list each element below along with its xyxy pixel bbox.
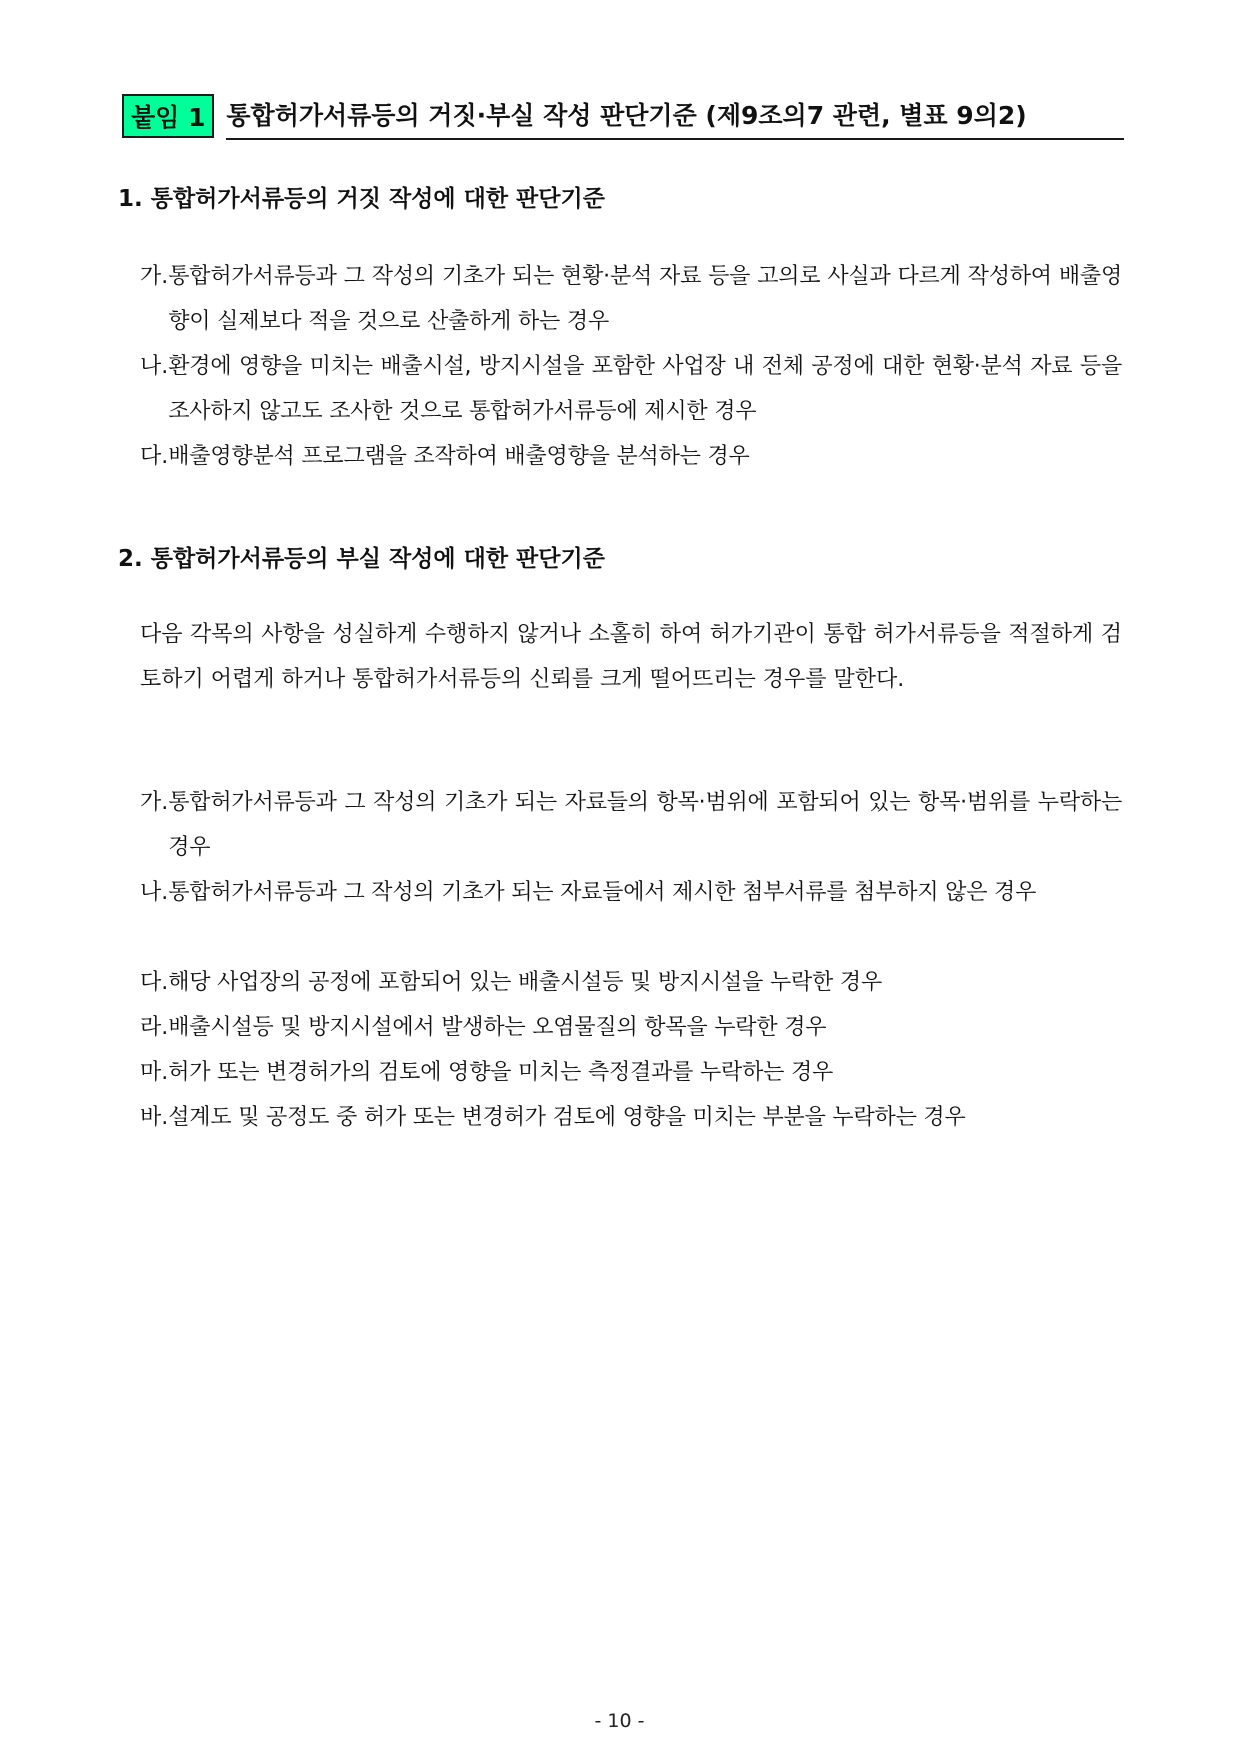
section-2-item-ba [140, 1095, 1122, 1140]
item-text: 통합허가서류등과 그 작성의 기초가 되는 자료들에서 제시한 첨부서류를 첨부하지 않은 경우 [168, 880, 1037, 905]
item-text: 허가 또는 변경허가의 검토에 영향을 미치는 측정결과를 누락하는 경우 [168, 1060, 834, 1085]
section-2-heading: 2. 통합허가서류등의 부실 작성에 대한 판단기준 [118, 546, 605, 572]
item-text: 배출영향분석 프로그램을 조작하여 배출영향을 분석하는 경우 [168, 444, 750, 469]
item-marker: 다. [140, 444, 169, 469]
item-marker: 바. [140, 1105, 169, 1130]
item-marker: 다. [140, 970, 169, 995]
section-1-item-na [140, 344, 1122, 434]
item-text: 설계도 및 공정도 중 허가 또는 변경허가 검토에 영향을 미치는 부분을 누락하는 경우 [168, 1105, 966, 1130]
item-marker: 마. [140, 1060, 169, 1085]
document-title-row [122, 94, 1124, 140]
section-2-item-da [140, 960, 1122, 1005]
item-marker: 라. [140, 1015, 169, 1040]
section-1-item-da [140, 434, 1122, 479]
item-marker: 가. [140, 264, 169, 289]
section-2-item-ra [140, 1005, 1122, 1050]
item-text: 환경에 영향을 미치는 배출시설, 방지시설을 포함한 사업장 내 전체 공정에 대한 현황·분석 자료 등을 조사하지 않고도 조사한 것으로 통합허가서류등에 제시한 경우 [168, 354, 1122, 424]
document-title: 통합허가서류등의 거짓·부실 작성 판단기준 (제9조의7 관련, 별표 9의2) [226, 94, 1124, 140]
item-marker: 나. [140, 354, 169, 379]
section-2-item-ma [140, 1050, 1122, 1095]
item-text: 해당 사업장의 공정에 포함되어 있는 배출시설등 및 방지시설을 누락한 경우 [168, 970, 883, 995]
item-text: 통합허가서류등과 그 작성의 기초가 되는 자료들의 항목·범위에 포함되어 있는 항목·범위를 누락하는 경우 [168, 790, 1122, 860]
section-2-item-na [140, 870, 1122, 915]
section-1-heading: 1. 통합허가서류등의 거짓 작성에 대한 판단기준 [118, 186, 605, 212]
section-1-item-ga [140, 254, 1122, 344]
item-marker: 가. [140, 790, 169, 815]
page-number: - 10 - [594, 1710, 645, 1732]
item-text: 배출시설등 및 방지시설에서 발생하는 오염물질의 항목을 누락한 경우 [168, 1015, 827, 1040]
section-2-item-ga [140, 780, 1122, 870]
attachment-label: 붙임 1 [122, 94, 214, 138]
item-text: 통합허가서류등과 그 작성의 기초가 되는 현황·분석 자료 등을 고의로 사실과 다르게 작성하여 배출영향이 실제보다 적을 것으로 산출하게 하는 경우 [168, 264, 1122, 334]
item-marker: 나. [140, 880, 169, 905]
section-2-intro: 다음 각목의 사항을 성실하게 수행하지 않거나 소홀히 하여 허가기관이 통합 허가서류등을 적절하게 검토하기 어렵게 하거나 통합허가서류등의 신뢰를 크게 떨어뜨리는 경우를 말한다. [140, 622, 1122, 692]
